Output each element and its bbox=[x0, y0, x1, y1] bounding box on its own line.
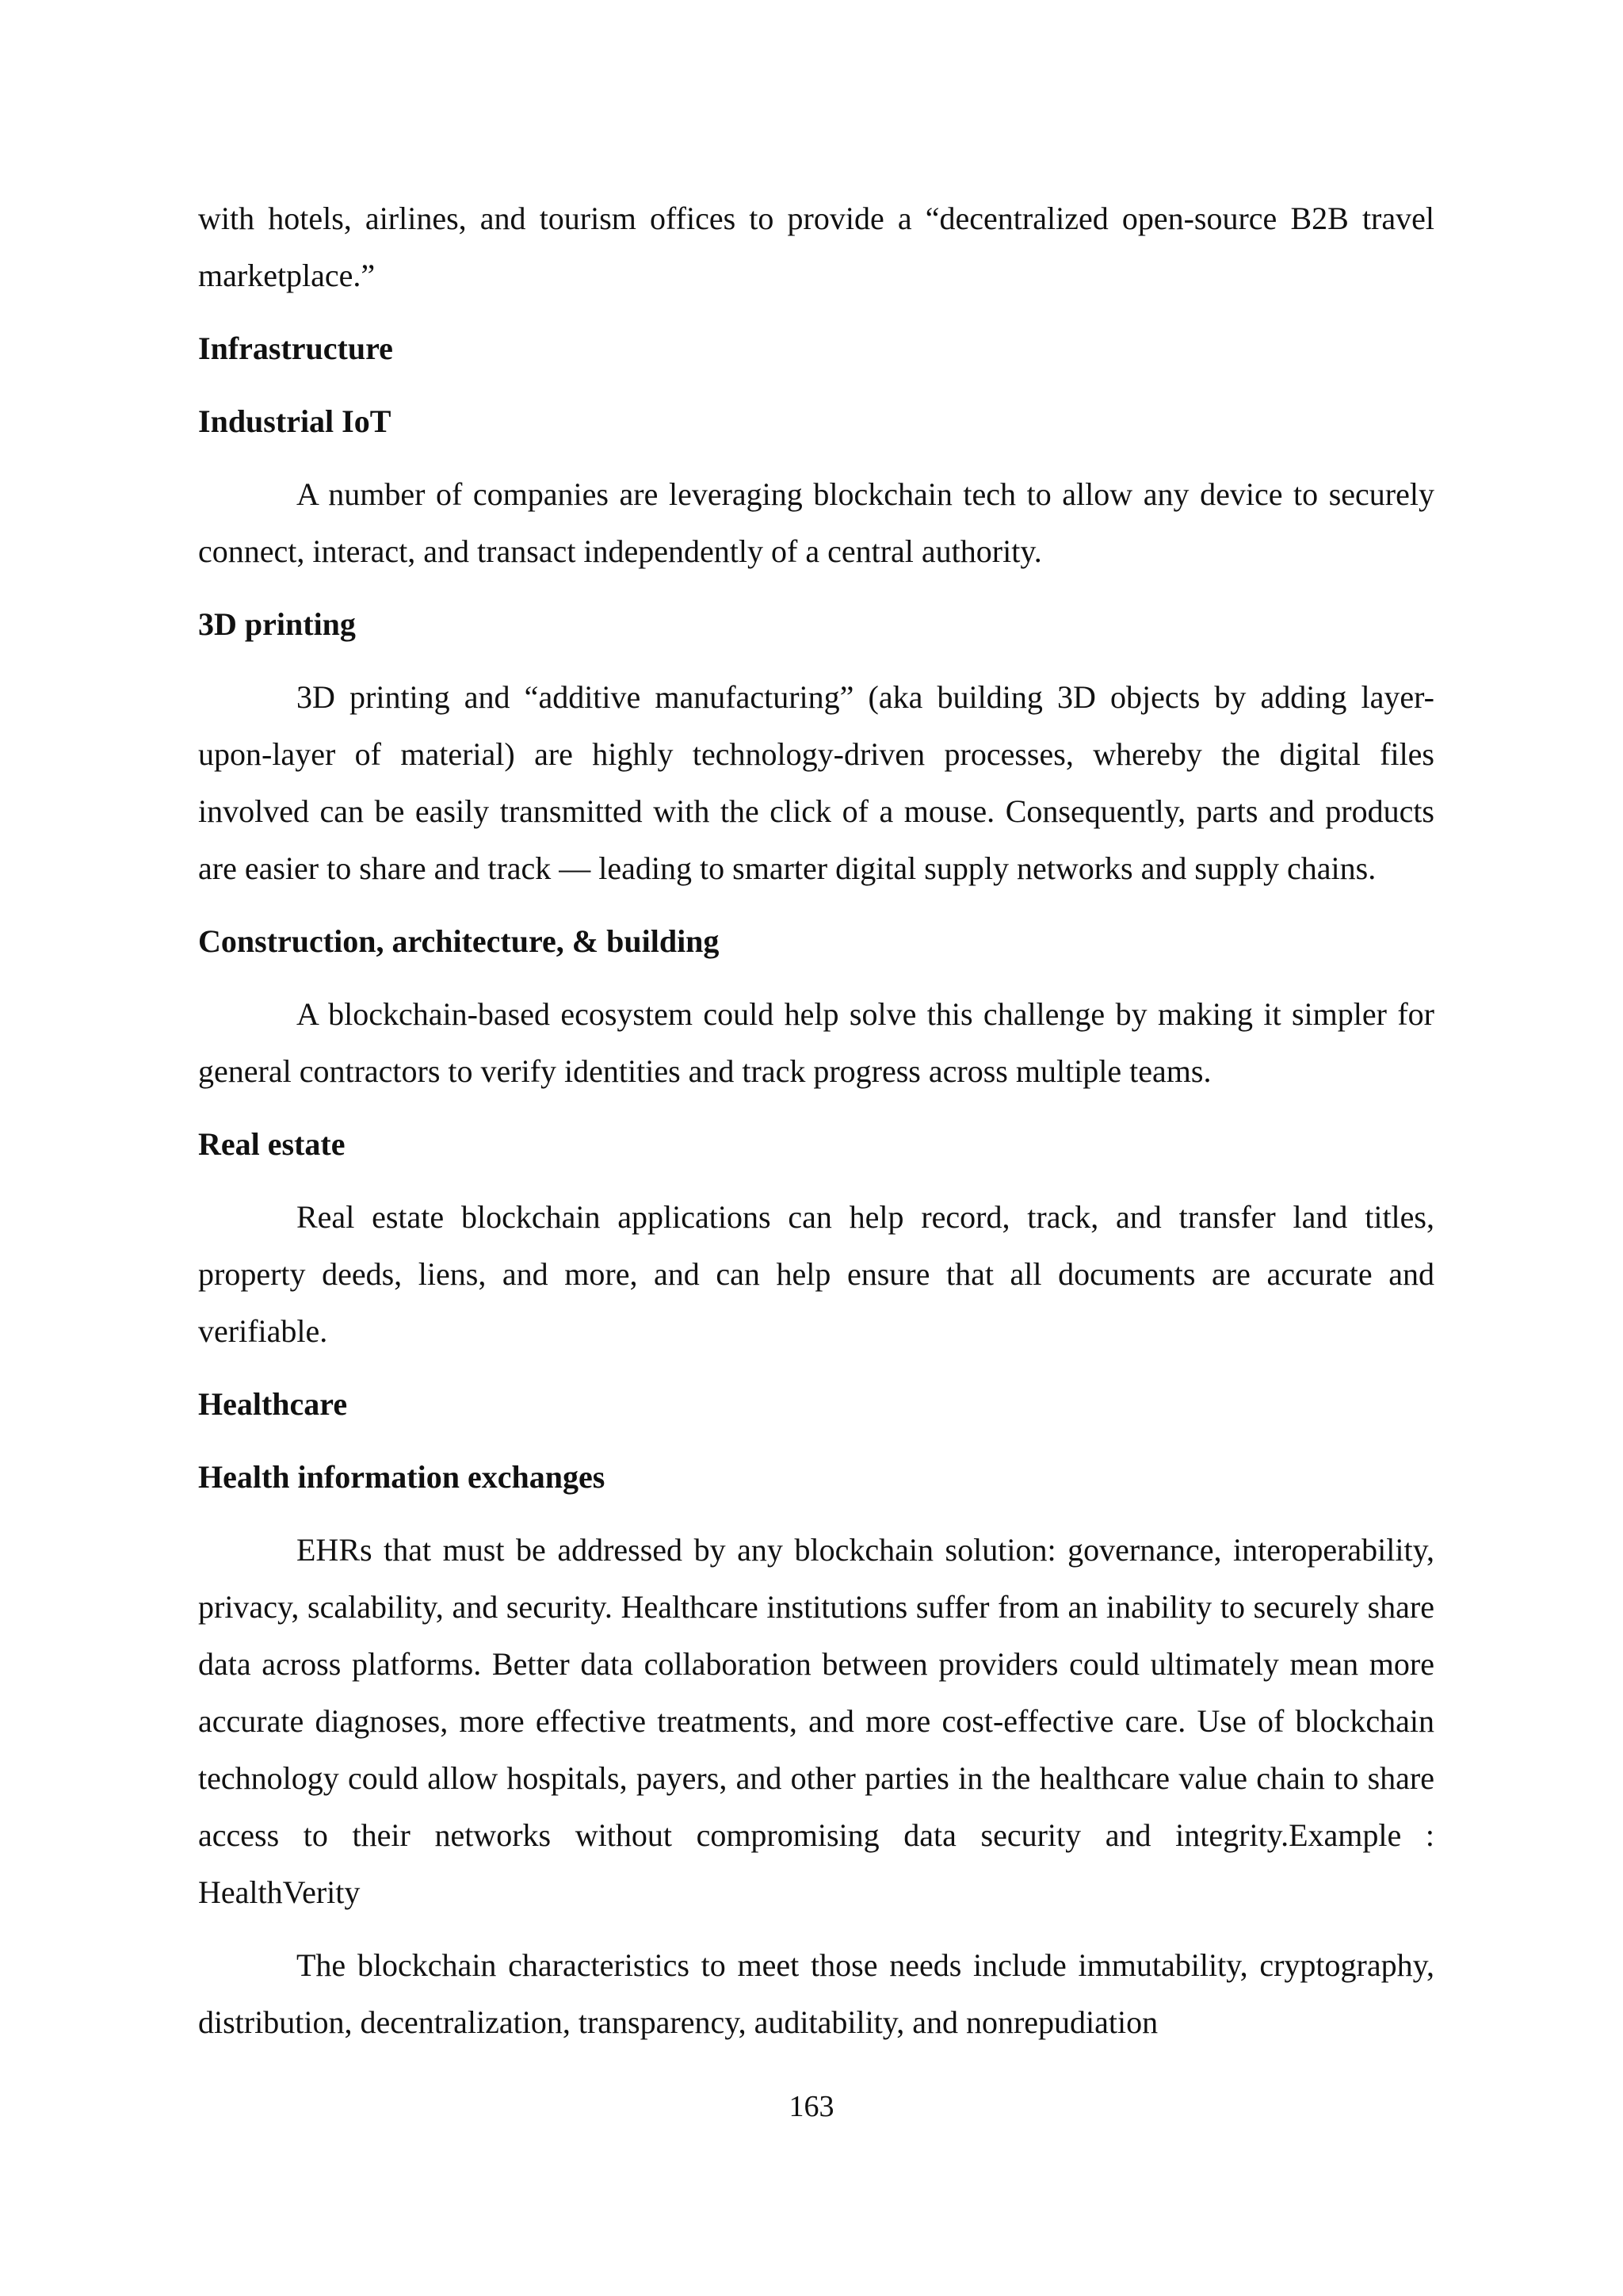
paragraph-3d-printing: 3D printing and “additive manufacturing” (aka building 3D objects by adding layer-upon-layer of material) are highly technology-driven processes, whereby the digital files involved can be easily transmitted with the click of a mouse. Consequently, parts and products are easier to share and track — leading to smarter digital supply networks and supply chains. bbox=[198, 679, 1434, 886]
subheading-industrial-iot: Industrial IoT bbox=[198, 403, 391, 439]
subheading-real-estate: Real estate bbox=[198, 1126, 346, 1162]
section-heading-healthcare: Healthcare bbox=[198, 1386, 348, 1422]
section-heading-infrastructure: Infrastructure bbox=[198, 330, 393, 366]
paragraph-blockchain-characteristics: The blockchain characteristics to meet those needs include immutability, cryptography, distribution, decentralization, transparency, auditability, and nonrepudiation bbox=[198, 1947, 1434, 2040]
paragraph-real-estate: Real estate blockchain applications can help record, track, and transfer land titles, property deeds, liens, and more, and can help ensure that all documents are accurate and verifiable. bbox=[198, 1199, 1434, 1349]
subheading-construction: Construction, architecture, & building bbox=[198, 923, 720, 959]
paragraph-continuation: with hotels, airlines, and tourism offices to provide a “decentralized open-source B2B travel marketplace.” bbox=[198, 201, 1434, 293]
paragraph-health-information-exchanges: EHRs that must be addressed by any blockchain solution: governance, interoperability, privacy, scalability, and security. Healthcare institutions suffer from an inability to securely share data across platforms. Better data collaboration between providers could ultimately mean more accurate diagnoses, more effective treatments, and more cost-effective care. Use of blockchain technology could allow hospitals, payers, and other parties in the healthcare value chain to share access to their networks without compromising data security and integrity.Example : HealthVerity bbox=[198, 1532, 1434, 1910]
paragraph-industrial-iot: A number of companies are leveraging blockchain tech to allow any device to securely connect, interact, and transact independently of a central authority. bbox=[198, 476, 1434, 569]
paragraph-construction: A blockchain-based ecosystem could help solve this challenge by making it simpler for general contractors to verify identities and track progress across multiple teams. bbox=[198, 996, 1434, 1089]
page-number: 163 bbox=[789, 2090, 834, 2123]
subheading-3d-printing: 3D printing bbox=[198, 606, 356, 642]
document-page bbox=[198, 190, 1434, 2067]
subheading-health-information-exchanges: Health information exchanges bbox=[198, 1459, 605, 1495]
